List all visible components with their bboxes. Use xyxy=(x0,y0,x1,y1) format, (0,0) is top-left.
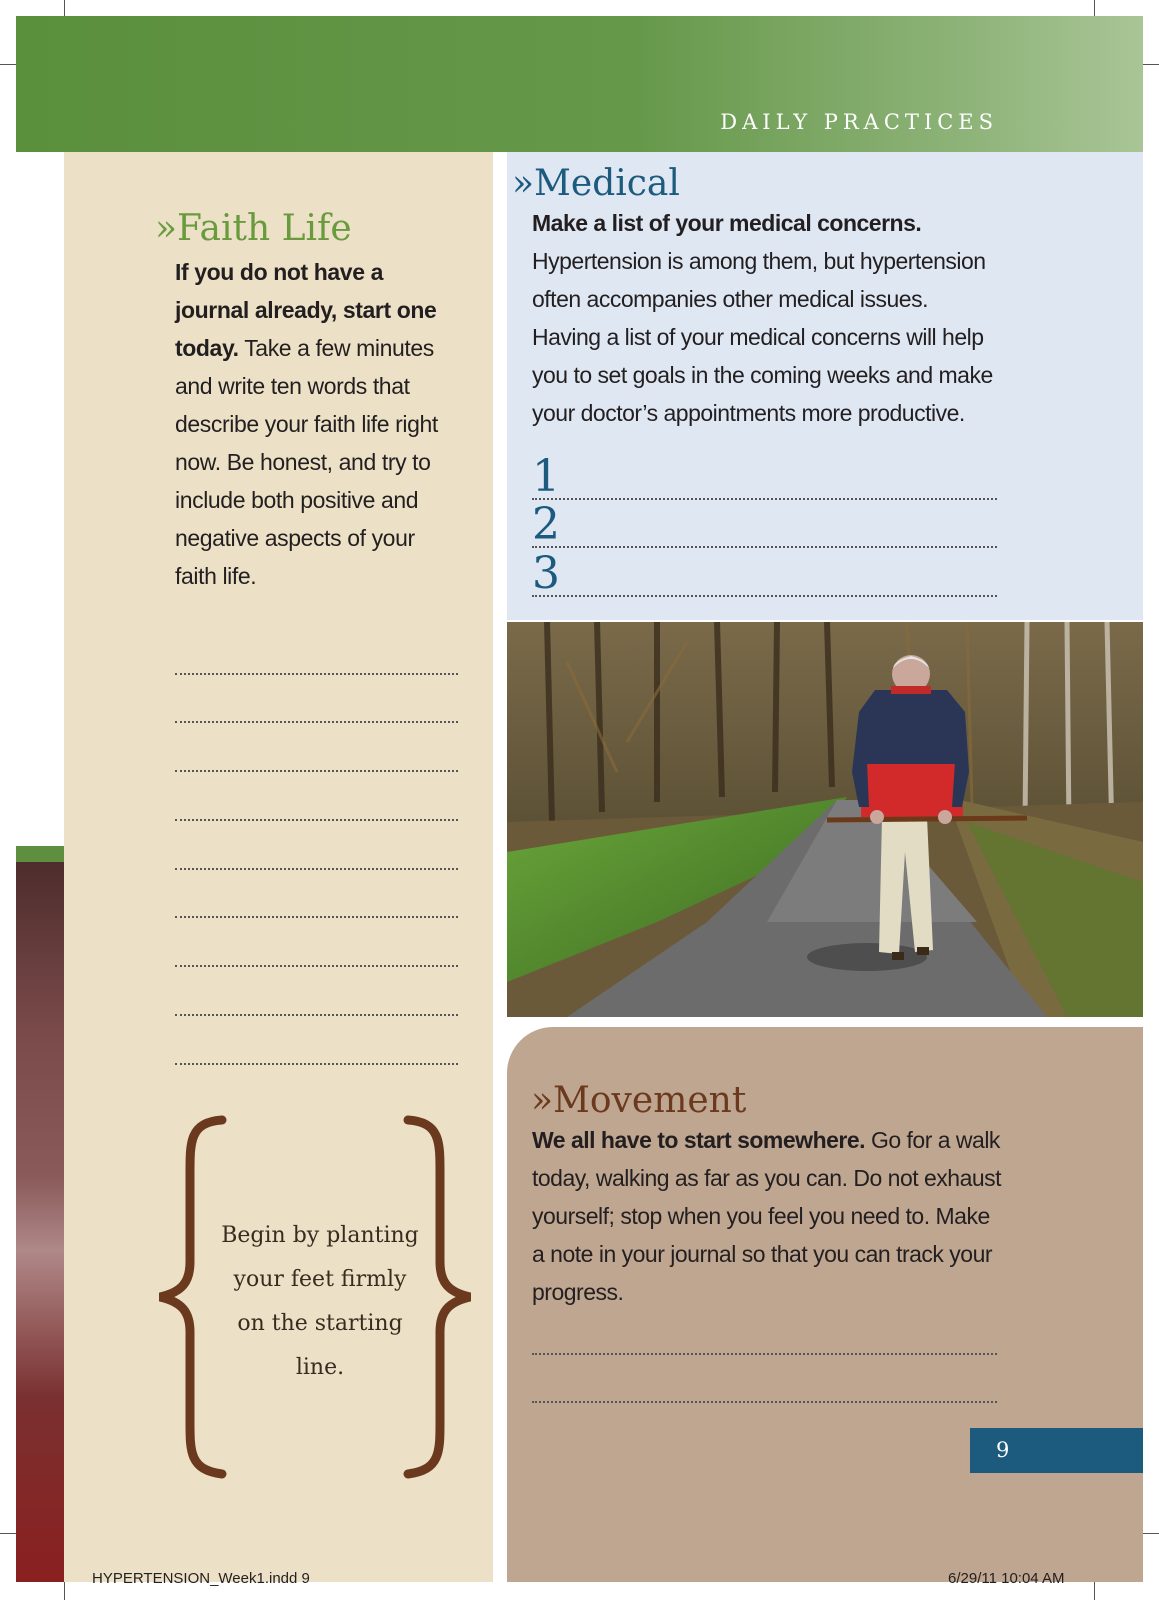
writing-line[interactable] xyxy=(175,770,458,772)
pull-quote-line: your feet firmly xyxy=(233,1267,407,1292)
movement-text xyxy=(532,1121,1002,1311)
writing-line[interactable] xyxy=(175,1014,458,1016)
list-line-2[interactable] xyxy=(532,546,997,548)
footer-timestamp: 6/29/11 10:04 AM xyxy=(948,1570,1065,1587)
list-number: 3 xyxy=(532,548,560,599)
faith-life-body: Take a few minutes and write ten words that describe your faith life right now. Be honest, and try to include both positive and negative aspects of your faith life. xyxy=(175,335,438,589)
side-photo-strip xyxy=(16,846,64,1582)
writing-line[interactable] xyxy=(175,916,458,918)
medical-title: »Medical xyxy=(512,163,680,204)
movement-body: Go for a walk today, walking as far as you can. Do not exhaust yourself; stop when you feel you need to. Make a note in your journal so that you can track your progress. xyxy=(532,1127,1002,1305)
writing-line[interactable] xyxy=(175,965,458,967)
list-number: 2 xyxy=(532,499,560,550)
page-number-box xyxy=(970,1428,1143,1473)
movement-lead: We all have to start somewhere. xyxy=(532,1127,866,1153)
faith-life-title: »Faith Life xyxy=(155,208,352,249)
side-green-bar xyxy=(16,846,64,862)
writing-line[interactable] xyxy=(175,721,458,723)
writing-line[interactable] xyxy=(175,868,458,870)
pull-quote xyxy=(205,1214,435,1390)
list-line-1[interactable] xyxy=(532,498,997,500)
medical-body: Hypertension is among them, but hypertension often accompanies other medical issues. Having a list of your medical concerns will help you to set goals in the coming weeks and make your doctor’s appointments more productive. xyxy=(532,248,993,426)
pull-quote-line: Begin by planting xyxy=(221,1223,419,1248)
writing-line[interactable] xyxy=(175,819,458,821)
pull-quote-line: line. xyxy=(295,1355,345,1380)
faith-life-text xyxy=(175,253,460,595)
writing-line[interactable] xyxy=(532,1353,997,1355)
walking-photo-image xyxy=(507,622,1143,1017)
list-line-3[interactable] xyxy=(532,595,997,597)
page-number: 9 xyxy=(996,1438,1010,1462)
list-number: 1 xyxy=(532,451,560,502)
movement-title: »Movement xyxy=(531,1080,747,1121)
header-banner xyxy=(16,16,1143,152)
medical-text xyxy=(532,204,1002,432)
walking-photo xyxy=(507,622,1143,1017)
writing-line[interactable] xyxy=(532,1401,997,1403)
pull-quote-line: on the starting xyxy=(237,1311,403,1336)
footer-filename: HYPERTENSION_Week1.indd 9 xyxy=(92,1570,310,1587)
writing-line[interactable] xyxy=(175,1063,458,1065)
faith-life-lead: If you do not have a journal already, start one today. xyxy=(175,259,437,361)
writing-line[interactable] xyxy=(175,673,458,675)
section-header-title: DAILY PRACTICES xyxy=(720,110,998,134)
medical-lead: Make a list of your medical concerns. xyxy=(532,210,922,236)
